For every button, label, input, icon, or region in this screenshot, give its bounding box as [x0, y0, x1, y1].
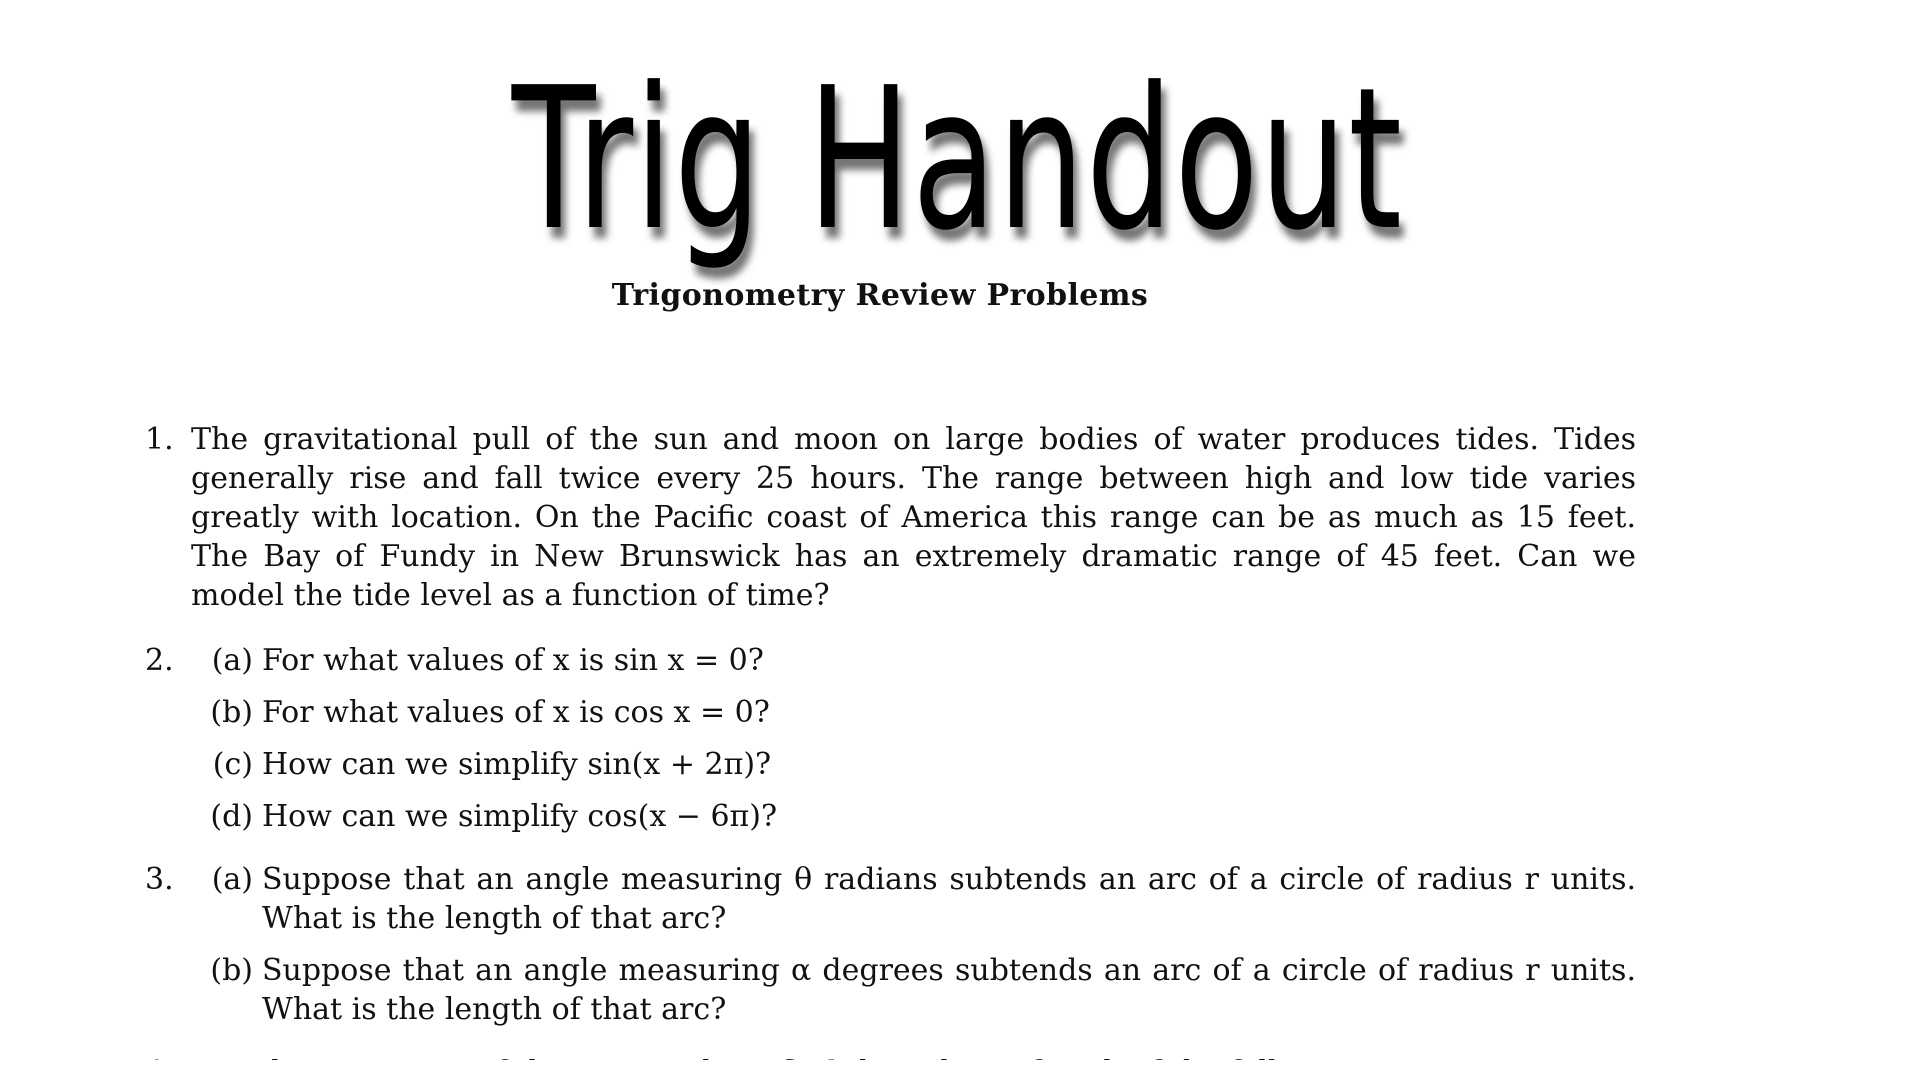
page-title: Trig Handout — [511, 46, 1404, 274]
problem-3a — [191, 860, 1645, 938]
problem-2 — [145, 641, 1645, 836]
part-label: (a) — [211, 643, 253, 678]
part-label: (d) — [210, 799, 253, 834]
problem-2c — [191, 745, 1645, 784]
problem-3 — [145, 860, 1645, 1029]
problem-text: The gravitational pull of the sun and moon on large bodies of water produces tides. Tides generally rise and fall twice every 25 hours. The range between high and low tide varies greatly with location. On the Pacific coast of America this range can be as much as 15 feet. The Bay of Fundy in New Brunswick has an extremely dramatic range of 45 feet. Can we model the tide level as a function of time? — [191, 422, 1636, 613]
problem-2b — [191, 693, 1645, 732]
page-subtitle: Trigonometry Review Problems — [611, 278, 1149, 313]
problem-2d — [191, 797, 1645, 836]
problem-number: 2. — [145, 643, 174, 678]
problem-list — [145, 420, 1645, 1080]
part-label: (a) — [211, 862, 253, 897]
page-bottom-edge — [0, 1060, 1920, 1080]
part-text: For what values of x is sin x = 0? — [262, 643, 764, 678]
part-text: For what values of x is cos x = 0? — [262, 695, 770, 730]
part-label: (c) — [212, 747, 253, 782]
problem-number: 3. — [145, 862, 174, 897]
part-label: (b) — [210, 695, 253, 730]
part-text: How can we simplify cos(x − 6π)? — [262, 799, 778, 834]
part-label: (b) — [210, 953, 253, 988]
problem-number: 1. — [145, 422, 174, 457]
part-text: Suppose that an angle measuring α degrees subtends an arc of a circle of radius r units. What is the length of that arc? — [262, 953, 1636, 1027]
problem-2a — [191, 641, 1645, 680]
problem-3b — [191, 951, 1645, 1029]
part-text: How can we simplify sin(x + 2π)? — [262, 747, 772, 782]
problem-1 — [145, 420, 1645, 615]
part-text: Suppose that an angle measuring θ radians subtends an arc of a circle of radius r units. What is the length of that arc? — [262, 862, 1636, 936]
